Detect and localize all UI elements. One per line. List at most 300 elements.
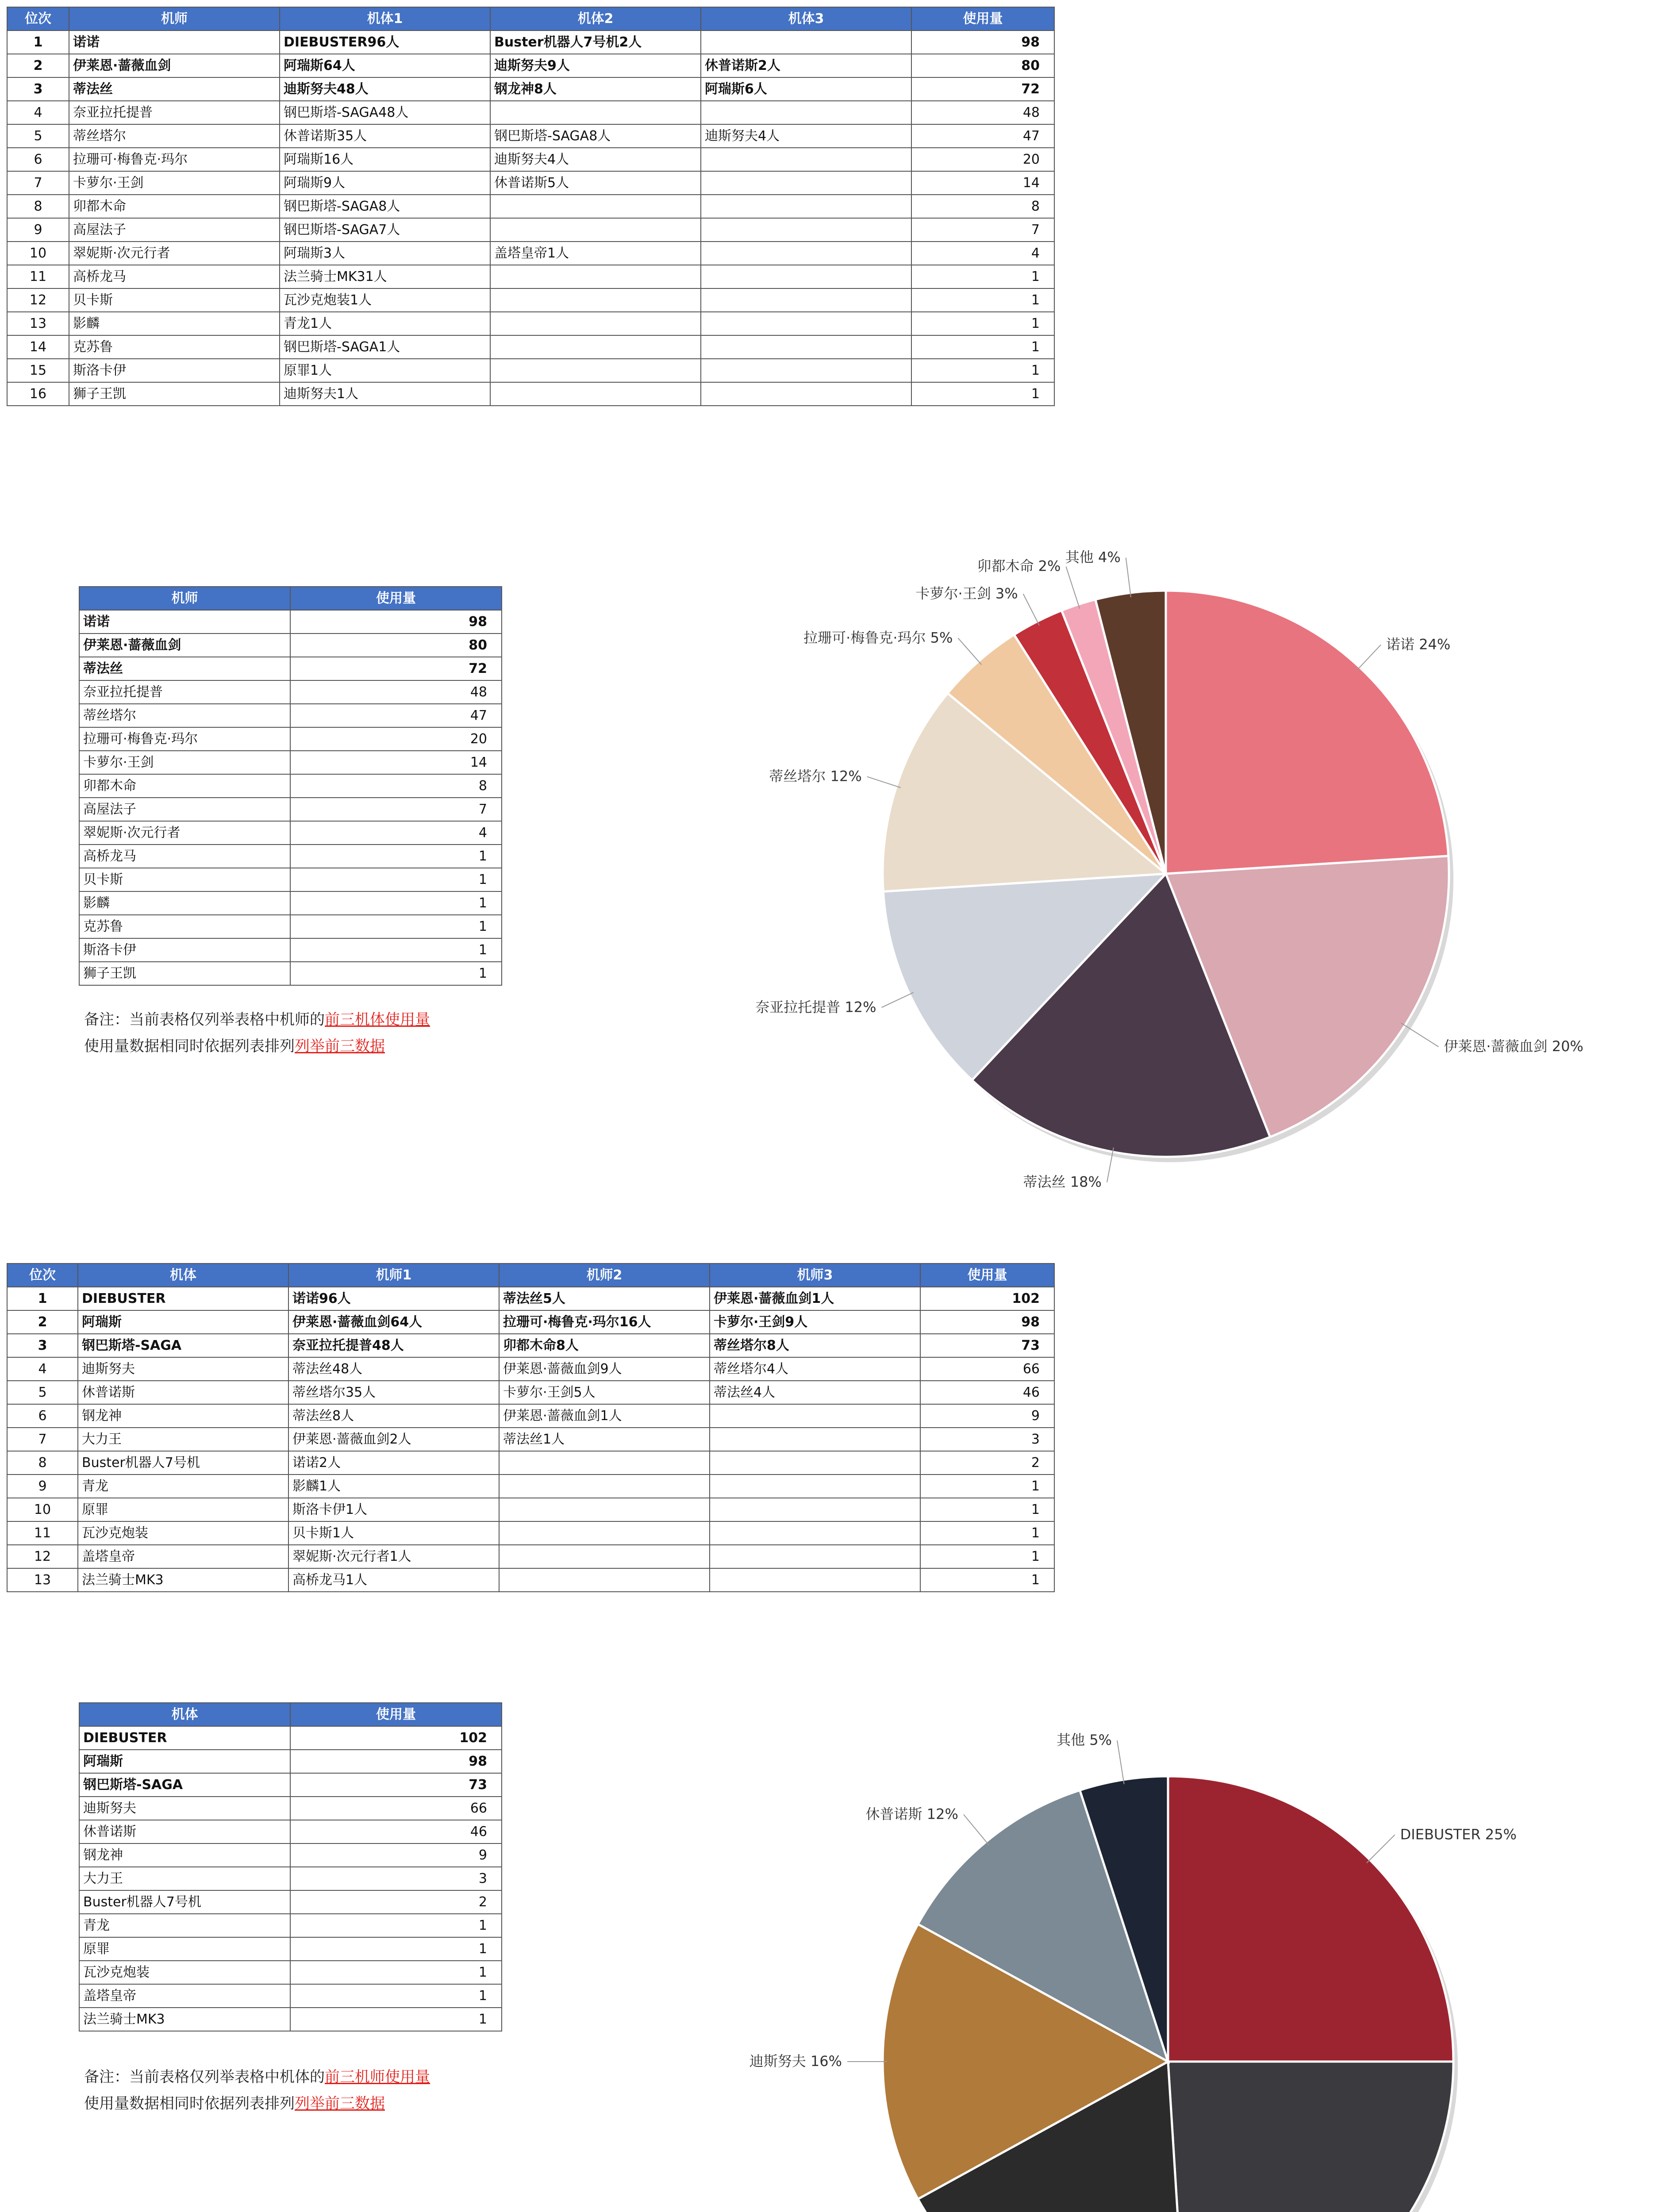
table-cell <box>710 1498 920 1521</box>
pie-leader-line <box>1401 1023 1438 1047</box>
table-cell: 高桥龙马1人 <box>288 1568 499 1592</box>
table-cell: 7 <box>290 798 502 821</box>
table-cell: 原罪1人 <box>280 359 490 382</box>
table-cell: 13 <box>7 312 69 335</box>
table-cell: 影麟 <box>79 891 290 915</box>
table-cell: 斯洛卡伊 <box>79 938 290 962</box>
table-cell <box>701 195 911 218</box>
table-cell: 14 <box>290 751 502 774</box>
table-cell: 诺诺 <box>69 31 280 54</box>
table-cell: 66 <box>920 1357 1054 1381</box>
table-cell: 1 <box>920 1568 1054 1592</box>
table-row <box>79 1750 502 1773</box>
table-cell: 48 <box>290 680 502 704</box>
table-cell: 蒂法丝4人 <box>710 1381 920 1404</box>
table-cell: 斯洛卡伊1人 <box>288 1498 499 1521</box>
table-cell: 钢巴斯塔-SAGA <box>79 1773 290 1797</box>
table-cell: 翠妮斯·次元行者 <box>79 821 290 845</box>
table-cell: 1 <box>911 335 1054 359</box>
note-text: 使用量数据相同时依据列表排列 <box>84 2095 295 2112</box>
table-cell: 诺诺 <box>79 610 290 634</box>
table-row <box>79 774 502 798</box>
table-cell: 98 <box>290 1750 502 1773</box>
table-cell: 1 <box>290 1984 502 2008</box>
table-cell: 青龙 <box>79 1914 290 1937</box>
table-cell <box>490 335 701 359</box>
pie-leader-line <box>964 1814 989 1845</box>
table-cell: 9 <box>290 1843 502 1867</box>
table-row <box>7 101 1054 124</box>
table-cell: 阿瑞斯64人 <box>280 54 490 77</box>
table-row <box>7 382 1054 406</box>
pie-label: 卡萝尔·王剑 3% <box>915 585 1018 602</box>
table-cell <box>499 1545 710 1568</box>
pie-label: 诺诺 24% <box>1386 636 1451 653</box>
table-row <box>79 2008 502 2031</box>
table-cell <box>710 1404 920 1428</box>
table-cell: 16 <box>7 382 69 406</box>
table-cell <box>490 288 701 312</box>
table-header-row <box>79 1703 502 1726</box>
pie-leader-line <box>1357 645 1381 670</box>
table-cell: 4 <box>7 101 69 124</box>
table-cell: 1 <box>920 1521 1054 1545</box>
table-cell <box>490 312 701 335</box>
table-cell: 迪斯努夫48人 <box>280 77 490 101</box>
table-row <box>79 1773 502 1797</box>
table-row <box>7 148 1054 171</box>
table-cell: 休普诺斯2人 <box>701 54 911 77</box>
table-cell: 卡萝尔·王剑9人 <box>710 1310 920 1334</box>
table-cell: 原罪 <box>79 1937 290 1961</box>
table-cell: 钢龙神 <box>79 1843 290 1867</box>
table-cell: 蒂法丝 <box>79 657 290 680</box>
table-cell: 1 <box>290 962 502 985</box>
table-cell: 8 <box>911 195 1054 218</box>
table-cell: 1 <box>911 265 1054 288</box>
table-row <box>79 634 502 657</box>
table-cell: 1 <box>290 938 502 962</box>
table-cell: 钢巴斯塔-SAGA <box>78 1334 288 1357</box>
table-cell: 98 <box>290 610 502 634</box>
table-cell: 迪斯努夫4人 <box>701 124 911 148</box>
table-cell: 10 <box>7 242 69 265</box>
pie-leader-line <box>882 992 914 1007</box>
table-row <box>79 1843 502 1867</box>
table-cell: 66 <box>290 1797 502 1820</box>
table-cell <box>701 382 911 406</box>
table-row <box>7 1521 1054 1545</box>
table-row <box>79 962 502 985</box>
table-cell: 1 <box>290 868 502 891</box>
table-cell: 诺诺96人 <box>288 1287 499 1310</box>
pie-leader-line <box>1066 567 1080 609</box>
table-cell: 47 <box>911 124 1054 148</box>
table-cell: 贝卡斯1人 <box>288 1521 499 1545</box>
table-cell: 47 <box>290 704 502 727</box>
table-cell <box>701 312 911 335</box>
table-row <box>7 335 1054 359</box>
pie-leader-line <box>1117 1740 1124 1784</box>
table-cell <box>490 359 701 382</box>
table-row <box>7 195 1054 218</box>
table-cell: 贝卡斯 <box>79 868 290 891</box>
column-header: 机师 <box>79 587 290 610</box>
table-cell: 诺诺2人 <box>288 1451 499 1475</box>
table-cell: 卡萝尔·王剑5人 <box>499 1381 710 1404</box>
table-cell: 蒂丝塔尔 <box>69 124 280 148</box>
table-cell: 伊莱恩·蔷薇血剑64人 <box>288 1310 499 1334</box>
table-cell: 3 <box>290 1867 502 1890</box>
table-cell: 钢巴斯塔-SAGA7人 <box>280 218 490 242</box>
table-cell: 迪斯努夫4人 <box>490 148 701 171</box>
table-cell <box>710 1428 920 1451</box>
table-cell: 伊莱恩·蔷薇血剑 <box>69 54 280 77</box>
table-cell: 翠妮斯·次元行者 <box>69 242 280 265</box>
table-row <box>79 657 502 680</box>
table-header-row <box>7 7 1054 31</box>
table-cell: 14 <box>911 171 1054 195</box>
table-cell: 奈亚拉托提普48人 <box>288 1334 499 1357</box>
table-cell <box>499 1521 710 1545</box>
column-header: 位次 <box>7 7 69 31</box>
table-cell: 1 <box>290 1937 502 1961</box>
table-cell: 钢巴斯塔-SAGA8人 <box>490 124 701 148</box>
table-cell: Buster机器人7号机 <box>79 1890 290 1914</box>
column-header: 使用量 <box>920 1263 1054 1287</box>
table-cell: 1 <box>290 2008 502 2031</box>
table-cell: 72 <box>911 77 1054 101</box>
table-row <box>79 727 502 751</box>
table-cell: 钢龙神 <box>78 1404 288 1428</box>
table-cell: 6 <box>7 148 69 171</box>
table-cell: Buster机器人7号机2人 <box>490 31 701 54</box>
table-cell: 11 <box>7 265 69 288</box>
note-link: 列举前三数据 <box>295 2095 385 2112</box>
pie-slice <box>1168 1776 1453 2062</box>
table-cell: 伊莱恩·蔷薇血剑2人 <box>288 1428 499 1451</box>
table-cell: 2 <box>290 1890 502 1914</box>
table-cell: 卯都木命8人 <box>499 1334 710 1357</box>
table-cell: 72 <box>290 657 502 680</box>
table-cell: 1 <box>290 1961 502 1984</box>
column-header: 机师3 <box>710 1263 920 1287</box>
note-link: 前三机师使用量 <box>325 2068 430 2086</box>
table-cell: 法兰骑士MK31人 <box>280 265 490 288</box>
pie-leader-line <box>1126 558 1131 597</box>
table-cell: 青龙 <box>78 1475 288 1498</box>
table-cell: 钢巴斯塔-SAGA48人 <box>280 101 490 124</box>
pie-label: 其他 5% <box>1057 1732 1112 1749</box>
table-cell: 盖塔皇帝 <box>78 1545 288 1568</box>
table-row <box>79 868 502 891</box>
table-cell: 102 <box>920 1287 1054 1310</box>
table-cell: 伊莱恩·蔷薇血剑 <box>79 634 290 657</box>
pie-slice <box>1166 591 1449 874</box>
column-header: 使用量 <box>290 1703 502 1726</box>
table-cell: 13 <box>7 1568 78 1592</box>
table-cell: 迪斯努夫 <box>78 1357 288 1381</box>
column-header: 使用量 <box>290 587 502 610</box>
table-cell: 青龙1人 <box>280 312 490 335</box>
table-row <box>79 891 502 915</box>
table-cell: 钢龙神8人 <box>490 77 701 101</box>
table-cell: 7 <box>7 171 69 195</box>
table-cell: 15 <box>7 359 69 382</box>
table-cell <box>490 265 701 288</box>
table-cell: 拉珊可·梅鲁克·玛尔 <box>69 148 280 171</box>
table-cell: 克苏鲁 <box>69 335 280 359</box>
table-row <box>79 845 502 868</box>
table-cell <box>701 265 911 288</box>
table-cell: 1 <box>911 288 1054 312</box>
table-cell: 1 <box>920 1475 1054 1498</box>
table-cell: 蒂法丝48人 <box>288 1357 499 1381</box>
pie-leader-line <box>867 777 901 788</box>
table-cell: 蒂法丝 <box>69 77 280 101</box>
table-cell: 80 <box>911 54 1054 77</box>
table-cell: 8 <box>7 195 69 218</box>
column-header: 使用量 <box>911 7 1054 31</box>
table-cell: 8 <box>7 1451 78 1475</box>
table-row <box>7 1357 1054 1381</box>
table-row <box>7 1404 1054 1428</box>
table-row <box>79 704 502 727</box>
table-cell <box>710 1521 920 1545</box>
table-row <box>7 1310 1054 1334</box>
note-text: 使用量数据相同时依据列表排列 <box>84 1037 295 1055</box>
table-cell: 狮子王凯 <box>69 382 280 406</box>
column-header: 机体1 <box>280 7 490 31</box>
table-cell <box>499 1451 710 1475</box>
table-cell: 12 <box>7 1545 78 1568</box>
pie-label: 拉珊可·梅鲁克·玛尔 5% <box>803 629 953 646</box>
table-row <box>7 1428 1054 1451</box>
column-header: 位次 <box>7 1263 78 1287</box>
mech-table-note <box>84 2064 430 2117</box>
pie-label: 蒂法丝 18% <box>1023 1173 1102 1190</box>
table-cell: DIEBUSTER96人 <box>280 31 490 54</box>
pie-label: 迪斯努夫 16% <box>749 2053 842 2070</box>
table-cell: 102 <box>290 1726 502 1750</box>
table-row <box>79 1797 502 1820</box>
table-row <box>7 242 1054 265</box>
column-header: 机体2 <box>490 7 701 31</box>
pie-slice <box>1168 2062 1453 2212</box>
table-row <box>7 1334 1054 1357</box>
table-row <box>79 1890 502 1914</box>
table-row <box>79 821 502 845</box>
table-row <box>7 312 1054 335</box>
table-cell: 盖塔皇帝 <box>79 1984 290 2008</box>
table-cell: 4 <box>290 821 502 845</box>
table-row <box>7 265 1054 288</box>
table-cell: 大力王 <box>79 1867 290 1890</box>
table-cell: 46 <box>290 1820 502 1843</box>
table-cell: DIEBUSTER <box>78 1287 288 1310</box>
table-row <box>79 1937 502 1961</box>
table-cell <box>710 1568 920 1592</box>
table-cell: 蒂丝塔尔8人 <box>710 1334 920 1357</box>
mech-usage-summary-table <box>79 1702 502 2032</box>
table-cell <box>701 101 911 124</box>
table-cell: 法兰骑士MK3 <box>79 2008 290 2031</box>
table-cell: 钢巴斯塔-SAGA1人 <box>280 335 490 359</box>
table-row <box>79 798 502 821</box>
table-cell: 1 <box>7 1287 78 1310</box>
table-cell: 高桥龙马 <box>69 265 280 288</box>
pilot-usage-table <box>7 7 1055 406</box>
table-cell: 卯都木命 <box>69 195 280 218</box>
table-cell: 狮子王凯 <box>79 962 290 985</box>
table-cell: 拉珊可·梅鲁克·玛尔16人 <box>499 1310 710 1334</box>
table-cell: 原罪 <box>78 1498 288 1521</box>
table-row <box>7 1568 1054 1592</box>
table-row <box>79 680 502 704</box>
table-cell <box>499 1498 710 1521</box>
table-cell: 9 <box>7 1475 78 1498</box>
table-cell: 7 <box>7 1428 78 1451</box>
table-cell: 拉珊可·梅鲁克·玛尔 <box>79 727 290 751</box>
table-cell: 98 <box>911 31 1054 54</box>
table-header-row <box>7 1263 1054 1287</box>
table-cell: 73 <box>920 1334 1054 1357</box>
pie-leader-line <box>1023 594 1039 625</box>
table-cell: 卯都木命 <box>79 774 290 798</box>
table-cell: 阿瑞斯16人 <box>280 148 490 171</box>
column-header: 机师2 <box>499 1263 710 1287</box>
table-cell: 高屋法子 <box>69 218 280 242</box>
table-cell <box>710 1545 920 1568</box>
pie-label: 卯都木命 2% <box>977 557 1061 575</box>
table-cell: 8 <box>290 774 502 798</box>
table-cell: 蒂法丝8人 <box>288 1404 499 1428</box>
table-row <box>7 1498 1054 1521</box>
table-row <box>7 1545 1054 1568</box>
table-cell: 阿瑞斯9人 <box>280 171 490 195</box>
note-link: 列举前三数据 <box>295 1037 385 1055</box>
table-row <box>7 54 1054 77</box>
table-cell: 14 <box>7 335 69 359</box>
table-cell <box>701 335 911 359</box>
table-row <box>79 1914 502 1937</box>
table-cell: 蒂丝塔尔4人 <box>710 1357 920 1381</box>
table-cell: 7 <box>911 218 1054 242</box>
column-header: 机体3 <box>701 7 911 31</box>
table-cell: 20 <box>911 148 1054 171</box>
table-cell <box>710 1451 920 1475</box>
table-cell: 3 <box>7 1334 78 1357</box>
table-cell: 5 <box>7 1381 78 1404</box>
table-row <box>79 1820 502 1843</box>
table-cell: 阿瑞斯 <box>79 1750 290 1773</box>
pie-label: 伊莱恩·蔷薇血剑 20% <box>1444 1038 1583 1055</box>
table-cell: 卡萝尔·王剑 <box>69 171 280 195</box>
note-text: 备注：当前表格仅列举表格中机师的 <box>84 1011 325 1029</box>
table-cell: 阿瑞斯 <box>78 1310 288 1334</box>
pie-label: 蒂丝塔尔 12% <box>769 768 862 785</box>
table-cell: 奈亚拉托提普 <box>79 680 290 704</box>
table-cell <box>710 1475 920 1498</box>
table-cell: 46 <box>920 1381 1054 1404</box>
table-cell: 钢巴斯塔-SAGA8人 <box>280 195 490 218</box>
table-cell: 法兰骑士MK3 <box>78 1568 288 1592</box>
table-cell: 4 <box>911 242 1054 265</box>
pie-label: 休普诺斯 12% <box>865 1805 958 1823</box>
table-cell: 克苏鲁 <box>79 915 290 938</box>
table-cell <box>701 242 911 265</box>
table-cell: 蒂法丝1人 <box>499 1428 710 1451</box>
table-cell: 1 <box>920 1545 1054 1568</box>
table-cell: 休普诺斯 <box>79 1820 290 1843</box>
column-header: 机体 <box>78 1263 288 1287</box>
table-row <box>79 610 502 634</box>
table-row <box>79 1726 502 1750</box>
table-cell: 贝卡斯 <box>69 288 280 312</box>
pilot-table-note <box>84 1006 430 1060</box>
pie-leader-line <box>1367 1835 1395 1863</box>
table-cell: 伊莱恩·蔷薇血剑1人 <box>710 1287 920 1310</box>
table-cell: 卡萝尔·王剑 <box>79 751 290 774</box>
table-cell: 1 <box>911 382 1054 406</box>
pie-leader-line <box>958 638 981 664</box>
table-cell: 1 <box>290 845 502 868</box>
table-row <box>7 218 1054 242</box>
table-cell: 休普诺斯 <box>78 1381 288 1404</box>
table-cell: 翠妮斯·次元行者1人 <box>288 1545 499 1568</box>
table-cell: 伊莱恩·蔷薇血剑1人 <box>499 1404 710 1428</box>
table-cell: 4 <box>7 1357 78 1381</box>
table-cell: DIEBUSTER <box>79 1726 290 1750</box>
table-cell: 1 <box>290 891 502 915</box>
table-cell: 高桥龙马 <box>79 845 290 868</box>
table-cell: 48 <box>911 101 1054 124</box>
table-cell: 80 <box>290 634 502 657</box>
table-cell: 12 <box>7 288 69 312</box>
table-cell: 蒂丝塔尔35人 <box>288 1381 499 1404</box>
table-cell: 1 <box>920 1498 1054 1521</box>
table-row <box>7 1287 1054 1310</box>
table-row <box>79 1867 502 1890</box>
table-cell: 高屋法子 <box>79 798 290 821</box>
table-cell: 2 <box>7 54 69 77</box>
table-cell <box>701 288 911 312</box>
table-cell <box>490 218 701 242</box>
table-cell <box>701 359 911 382</box>
note-text: 备注：当前表格仅列举表格中机体的 <box>84 2068 325 2086</box>
table-cell: 1 <box>290 915 502 938</box>
table-cell: 阿瑞斯6人 <box>701 77 911 101</box>
table-row <box>7 288 1054 312</box>
mech-usage-pie-chart <box>730 1708 1664 2212</box>
table-row <box>7 359 1054 382</box>
table-cell: 10 <box>7 1498 78 1521</box>
column-header: 机师1 <box>288 1263 499 1287</box>
table-cell: 3 <box>7 77 69 101</box>
table-cell: 5 <box>7 124 69 148</box>
table-row <box>79 1984 502 2008</box>
table-cell <box>701 171 911 195</box>
table-cell: 20 <box>290 727 502 751</box>
table-cell: Buster机器人7号机 <box>78 1451 288 1475</box>
table-cell: 3 <box>920 1428 1054 1451</box>
table-cell <box>490 101 701 124</box>
table-cell: 蒂法丝5人 <box>499 1287 710 1310</box>
table-cell: 9 <box>7 218 69 242</box>
pilot-usage-pie-chart <box>752 531 1664 1221</box>
table-cell <box>701 31 911 54</box>
table-cell: 1 <box>911 312 1054 335</box>
